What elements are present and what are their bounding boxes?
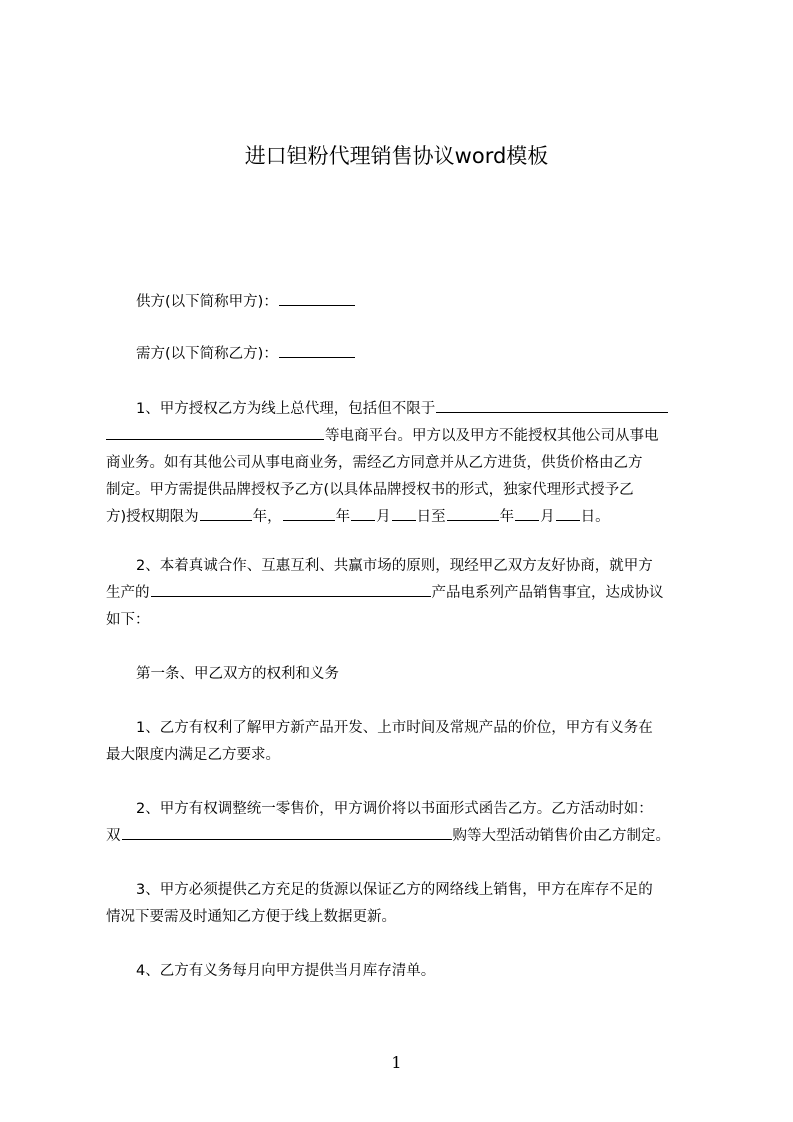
clause-2-line-2-start: 生产的 (106, 585, 150, 601)
product-blank (151, 581, 431, 597)
clause-1-paragraph (106, 396, 708, 531)
clause-1-line-2: 等电商平台。甲方以及甲方不能授权其他公司从事电 (325, 428, 659, 444)
article-1-item-2-line-2-start: 双 (106, 828, 121, 844)
end-month-unit: 月 (540, 509, 555, 525)
end-year-blank (447, 505, 499, 521)
clause-2-line-1: 2、本着真诚合作、互惠互利、共赢市场的原则，现经甲乙双方友好协商，就甲方 (136, 558, 653, 574)
article-1-item-2 (106, 796, 708, 850)
start-month-blank (351, 505, 375, 521)
term-year-unit: 年， (252, 509, 282, 525)
article-1-item-3-line-1: 3、甲方必须提供乙方充足的货源以保证乙方的网络线上销售，甲方在库存不足的 (136, 882, 653, 898)
document-title: 进口钽粉代理销售协议word模板 (244, 144, 549, 168)
article-1-item-2-line-1: 2、甲方有权调整统一零售价，甲方调价将以书面形式函告乙方。乙方活动时如： (136, 801, 653, 817)
supplier-line (106, 289, 708, 316)
end-day-unit: 日。 (580, 509, 610, 525)
article-1-item-3-line-2: 情况下要需及时通知乙方便于线上数据更新。 (106, 909, 396, 925)
buyer-line (106, 341, 708, 368)
end-day-blank (556, 505, 580, 521)
end-year-unit: 年 (499, 509, 515, 525)
start-year-blank (283, 505, 335, 521)
article-1-item-1-line-1: 1、乙方有权利了解甲方新产品开发、上市时间及常规产品的价位，甲方有义务在 (136, 720, 653, 736)
clause-2-line-3: 如下： (106, 612, 150, 628)
article-1-item-1-line-2: 最大限度内满足乙方要求。 (106, 747, 280, 763)
article-1-item-4-line-1: 4、乙方有义务每月向甲方提供当月库存清单。 (136, 963, 436, 979)
start-year-unit: 年 (335, 509, 351, 525)
buyer-label: 需方(以下简称乙方)： (136, 346, 278, 362)
start-day-unit: 日至 (416, 509, 446, 525)
article-1-heading (106, 661, 708, 688)
clause-2-paragraph (106, 553, 708, 634)
supplier-label: 供方(以下简称甲方)： (136, 294, 278, 310)
article-1-item-1 (106, 715, 708, 769)
platform-blank-2 (106, 424, 324, 440)
clause-1-line-4: 制定。甲方需提供品牌授权予乙方(以具体品牌授权书的形式，独家代理形式授予乙 (106, 482, 634, 498)
start-month-unit: 月 (376, 509, 391, 525)
term-label: 方)授权期限为 (106, 509, 199, 525)
article-1-heading-text: 第一条、甲乙双方的权利和义务 (136, 666, 339, 682)
event-blank (122, 824, 452, 840)
article-1-item-3 (106, 877, 708, 931)
clause-1-line-1: 1、甲方授权乙方为线上总代理，包括但不限于 (136, 401, 436, 417)
clause-2-line-2-end: 产品电系列产品销售事宜，达成协议 (431, 585, 664, 601)
supplier-blank (279, 290, 355, 306)
end-month-blank (515, 505, 539, 521)
platform-blank-1 (436, 397, 668, 413)
article-1-item-2-line-2-end: 购等大型活动销售价由乙方制定。 (452, 828, 670, 844)
buyer-blank (279, 342, 355, 358)
clause-1-line-3: 商业务。如有其他公司从事电商业务，需经乙方同意并从乙方进货，供货价格由乙方 (106, 455, 643, 471)
term-years-blank (200, 505, 252, 521)
article-1-item-4 (106, 958, 708, 985)
page-number: 1 (391, 1053, 402, 1072)
start-day-blank (392, 505, 416, 521)
